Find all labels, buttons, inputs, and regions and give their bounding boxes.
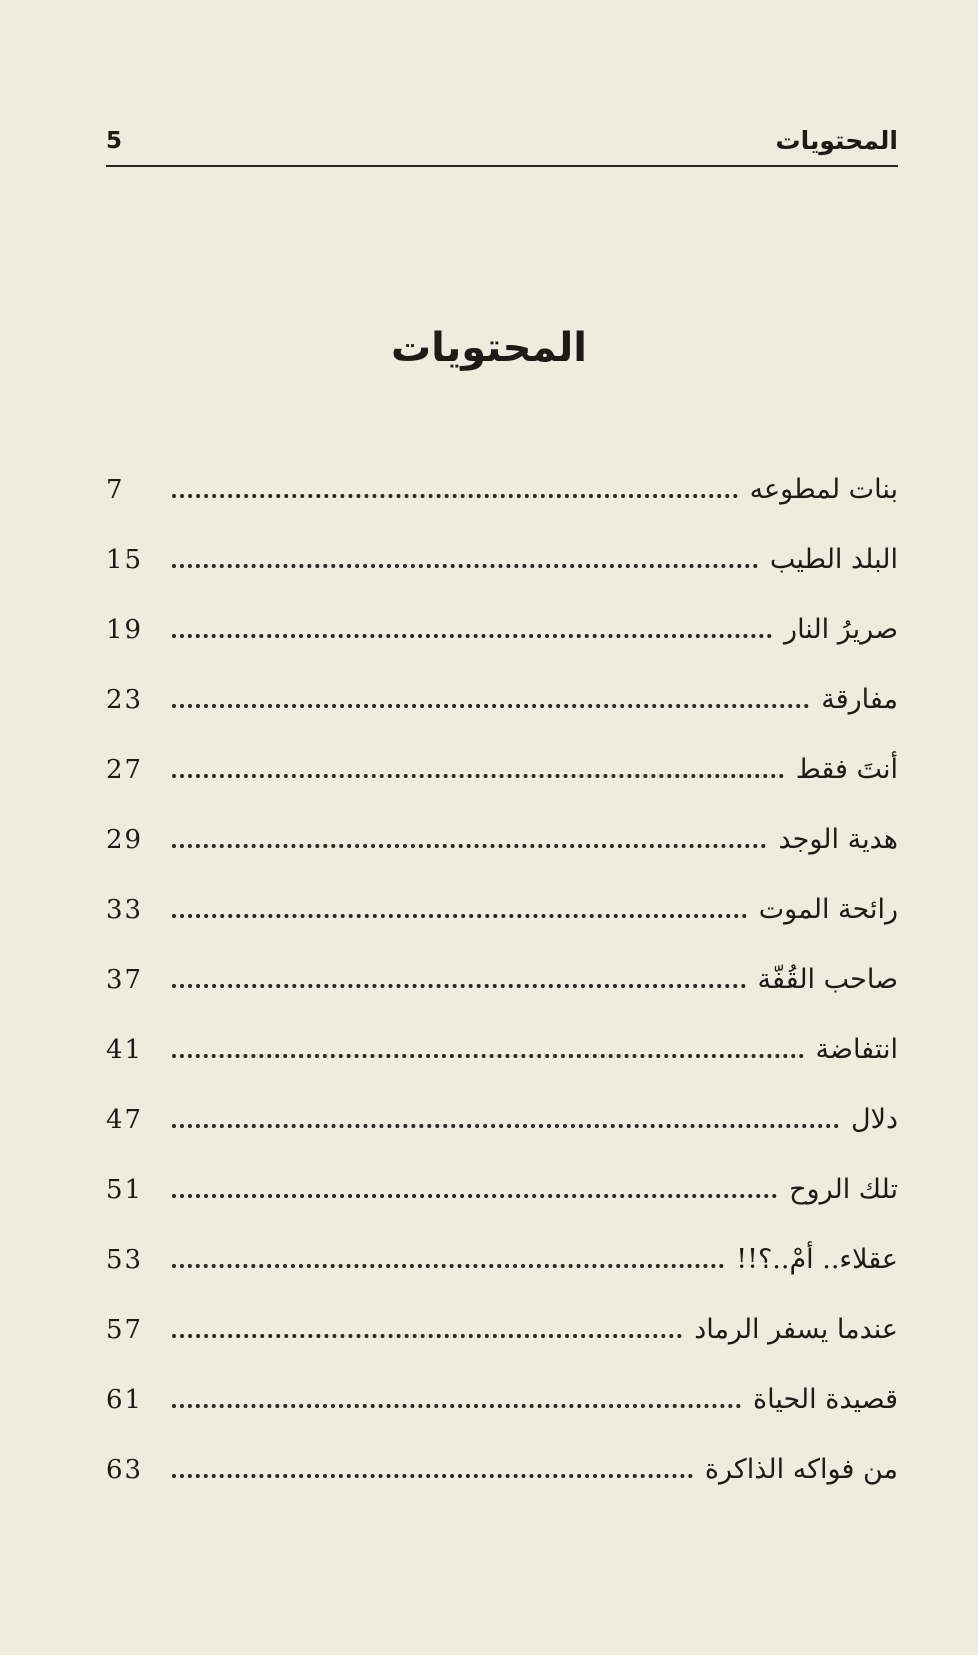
toc-entry <box>106 1100 898 1170</box>
toc-entry-page: 33 <box>106 895 144 925</box>
toc-entry-title: تلك الروح <box>789 1174 898 1205</box>
running-header <box>106 112 898 156</box>
toc-entry <box>106 1310 898 1380</box>
toc-entry-title: دلال <box>850 1104 898 1135</box>
toc-entry-title: بنات لمطوعه <box>749 474 898 505</box>
header-rule <box>106 165 898 167</box>
toc-entry-page: 37 <box>106 965 144 995</box>
toc-dot-leader <box>172 844 766 848</box>
toc-entry-title: البلد الطيب <box>769 544 898 575</box>
toc-entry-title: انتفاضة <box>815 1034 898 1065</box>
toc-entry <box>106 1170 898 1240</box>
toc-entry <box>106 610 898 680</box>
toc-dot-leader <box>172 1264 724 1268</box>
toc-entry <box>106 890 898 960</box>
toc-entry <box>106 1380 898 1450</box>
toc-entry-title: صريرُ النار <box>784 614 898 645</box>
toc-dot-leader <box>172 494 738 498</box>
toc-dot-leader <box>172 1404 741 1408</box>
toc-dot-leader <box>172 704 809 708</box>
toc-entry-title: قصيدة الحياة <box>752 1384 898 1415</box>
toc-dot-leader <box>172 634 772 638</box>
toc-entry-page: 61 <box>106 1385 144 1415</box>
toc-entry-page: 7 <box>106 475 125 505</box>
page-number: 5 <box>106 128 123 154</box>
toc-dot-leader <box>172 1334 682 1338</box>
running-title: المحتويات <box>775 126 898 155</box>
toc-entry <box>106 470 898 540</box>
toc-list <box>106 470 898 1520</box>
toc-entry-title: عقلاء.. أمْ..؟!! <box>736 1244 898 1275</box>
toc-entry-title: من فواكه الذاكرة <box>704 1454 898 1485</box>
toc-entry-title: عندما يسفر الرماد <box>694 1314 898 1345</box>
toc-entry-title: أنتَ فقط <box>795 754 898 785</box>
toc-dot-leader <box>172 914 747 918</box>
toc-entry <box>106 1450 898 1520</box>
toc-entry <box>106 680 898 750</box>
toc-dot-leader <box>172 1474 693 1478</box>
toc-dot-leader <box>172 984 746 988</box>
toc-entry-page: 63 <box>106 1455 144 1485</box>
toc-entry <box>106 820 898 890</box>
toc-entry-page: 51 <box>106 1175 144 1205</box>
toc-dot-leader <box>172 774 784 778</box>
toc-entry-page: 53 <box>106 1245 144 1275</box>
toc-entry-page: 27 <box>106 755 144 785</box>
toc-dot-leader <box>172 1054 804 1058</box>
toc-entry-page: 41 <box>106 1035 144 1065</box>
toc-entry-title: مفارقة <box>821 684 898 715</box>
toc-entry-title: رائحة الموت <box>758 894 898 925</box>
toc-entry <box>106 540 898 610</box>
toc-entry-page: 15 <box>106 545 144 575</box>
toc-entry-page: 57 <box>106 1315 144 1345</box>
toc-dot-leader <box>172 564 758 568</box>
toc-title: المحتويات <box>390 325 587 371</box>
toc-entry-page: 29 <box>106 825 144 855</box>
toc-entry <box>106 750 898 820</box>
toc-dot-leader <box>172 1124 839 1128</box>
toc-entry-page: 47 <box>106 1105 144 1135</box>
toc-entry-title: هدية الوجد <box>778 824 898 855</box>
toc-entry <box>106 1030 898 1100</box>
toc-entry-title: صاحب القُفّة <box>757 964 898 995</box>
toc-entry <box>106 960 898 1030</box>
toc-entry <box>106 1240 898 1310</box>
toc-dot-leader <box>172 1194 777 1198</box>
toc-entry-page: 19 <box>106 615 144 645</box>
toc-entry-page: 23 <box>106 685 144 715</box>
